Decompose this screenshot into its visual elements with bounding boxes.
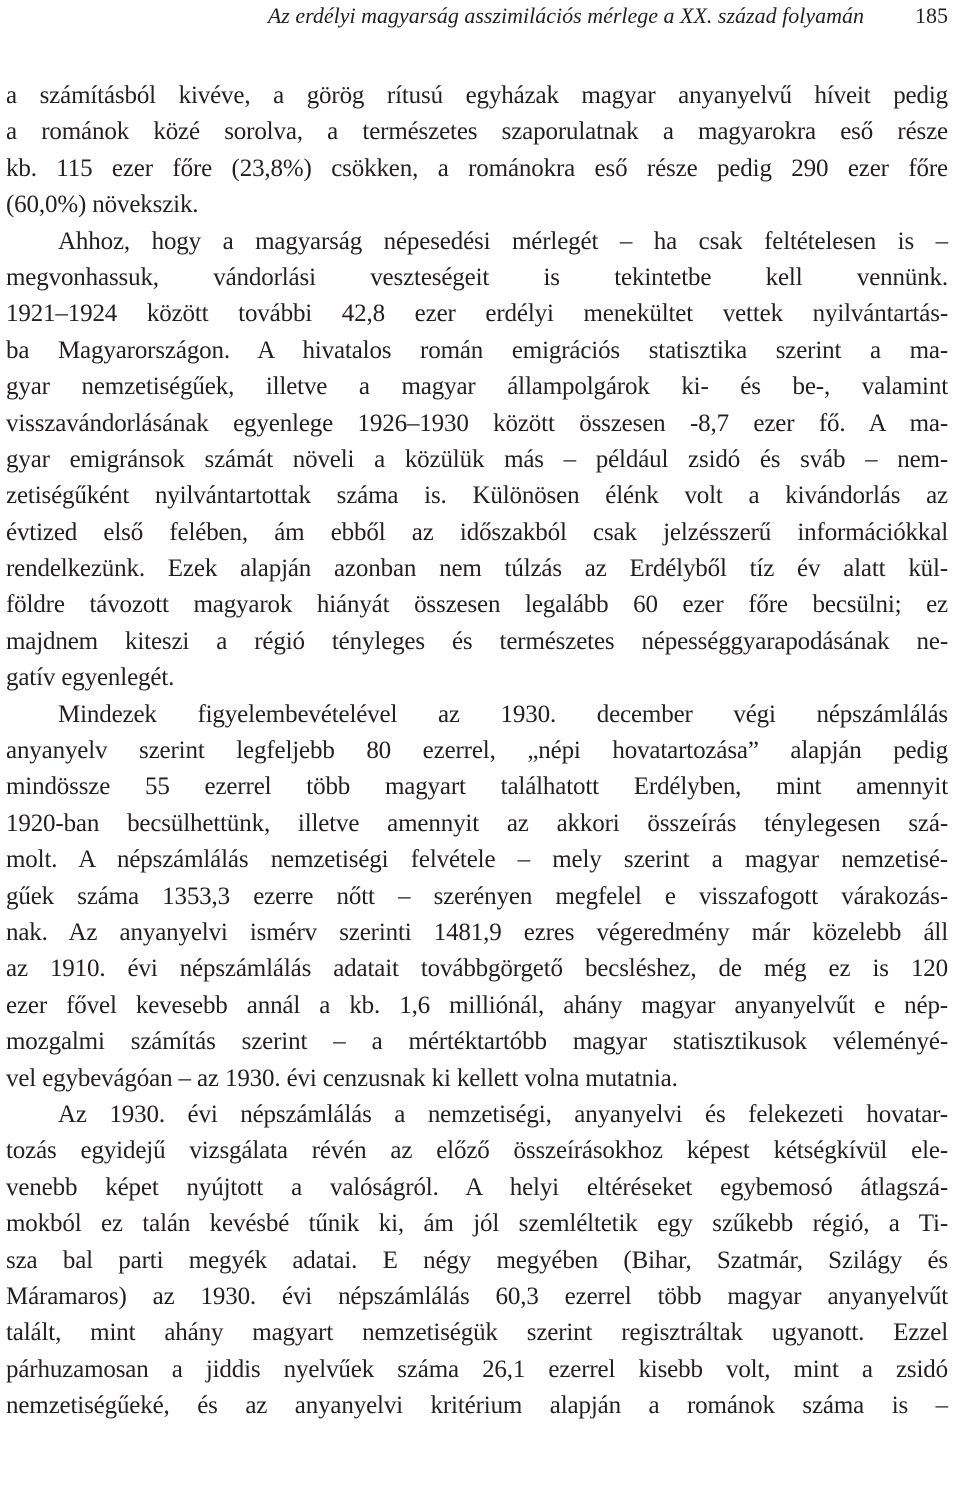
body-text [6,78,948,1424]
text-line: mozgalmi számítás szerint – a mértéktartóbb magyar statisztikusok véleményé- [6,1028,948,1056]
text-line: nak. Az anyanyelvi ismérv szerinti 1481,9 ezres végeredmény már közelebb áll [6,918,948,946]
text-line: talált, mint ahány magyart nemzetiségük szerint regisztráltak ugyanott. Ezzel [6,1319,948,1347]
text-line: a románok közé sorolva, a természetes szaporulatnak a magyarokra eső része [6,118,948,146]
text-line: földre távozott magyarok hiányát összesen legalább 60 ezer főre becsülni; ez [6,591,948,619]
text-line: gűek száma 1353,3 ezerre nőtt – szerényen megfelel e visszafogott várakozás- [6,882,948,910]
text-line: kb. 115 ezer főre (23,8%) csökken, a románokra eső része pedig 290 ezer főre [6,154,948,182]
text-line: gyar emigránsok számát növeli a közülük más – például zsidó és sváb – nem- [6,445,948,473]
text-line: nemzetiségűeké, és az anyanyelvi kritérium alapján a románok száma is – [6,1392,948,1420]
text-line: Máramaros) az 1930. évi népszámlálás 60,3 ezerrel több magyar anyanyelvűt [6,1282,948,1310]
text-line: visszavándorlásának egyenlege 1926–1930 között összesen -8,7 ezer fő. A ma- [6,409,948,437]
text-line: gatív egyenlegét. [6,664,175,692]
text-line: 1920-ban becsülhettünk, illetve amennyit az akkori összeírás ténylegesen szá- [6,809,948,837]
text-line: sza bal parti megyék adatai. E négy megyében (Bihar, Szatmár, Szilágy és [6,1246,948,1274]
text-line: anyanyelv szerint legfeljebb 80 ezerrel, „népi hovatartozása” alapján pedig [6,737,948,765]
text-line: Ahhoz, hogy a magyarság népesedési mérlegét – ha csak feltételesen is – [58,227,948,255]
text-line: vel egybevágóan – az 1930. évi cenzusnak ki kellett volna mutatnia. [6,1064,678,1092]
text-line: a számításból kivéve, a görög rítusú egyházak magyar anyanyelvű híveit pedig [6,82,948,109]
page-number: 185 [915,3,948,28]
text-line: évtized első felében, ám ebből az időszakból csak jelzésszerű információkkal [6,518,948,546]
text-line: molt. A népszámlálás nemzetiségi felvétele – mely szerint a magyar nemzetisé- [6,846,948,874]
text-line: az 1910. évi népszámlálás adatait továbbgörgető becsléshez, de még ez is 120 [6,955,948,983]
text-line: rendelkezünk. Ezek alapján azonban nem túlzás az Erdélyből tíz év alatt kül- [6,555,948,583]
text-line: ezer fővel kevesebb annál a kb. 1,6 milliónál, ahány magyar anyanyelvűt e nép- [6,991,948,1019]
text-line: zetiségűként nyilvántartottak száma is. Különösen élénk volt a kivándorlás az [6,482,948,510]
text-line: párhuzamosan a jiddis nyelvűek száma 26,1 ezerrel kisebb volt, mint a zsidó [6,1355,948,1383]
text-line: Mindezek figyelembevételével az 1930. december végi népszámlálás [58,700,948,728]
running-title: Az erdélyi magyarság asszimilációs mérlege a XX. század folyamán [267,3,864,28]
text-line: mokból ez talán kevésbé tűnik ki, ám jól szemléltetik egy szűkebb régió, a Ti- [6,1210,948,1238]
text-line: megvonhassuk, vándorlási veszteségeit is tekintetbe kell vennünk. [6,263,948,291]
text-line: 1921–1924 között további 42,8 ezer erdélyi menekültet vettek nyilvántartás- [6,300,948,328]
text-line: mindössze 55 ezerrel több magyart találhatott Erdélyben, mint amennyit [6,773,948,801]
text-line: venebb képet nyújtott a valóságról. A helyi eltéréseket egybemosó átlagszá- [6,1173,948,1201]
running-header [6,0,948,32]
text-line: gyar nemzetiségűek, illetve a magyar állampolgárok ki- és be-, valamint [6,373,948,401]
text-line: tozás egyidejű vizsgálata révén az előző összeírásokhoz képest kétségkívül ele- [6,1137,948,1165]
text-line: ba Magyarországon. A hivatalos román emigrációs statisztika szerint a ma- [6,336,948,364]
text-line: Az 1930. évi népszámlálás a nemzetiségi, anyanyelvi és felekezeti hovatar- [58,1100,948,1128]
text-line: majdnem kiteszi a régió tényleges és természetes népességgyarapodásának ne- [6,627,948,655]
book-page [6,0,948,1420]
text-line: (60,0%) növekszik. [6,191,199,219]
